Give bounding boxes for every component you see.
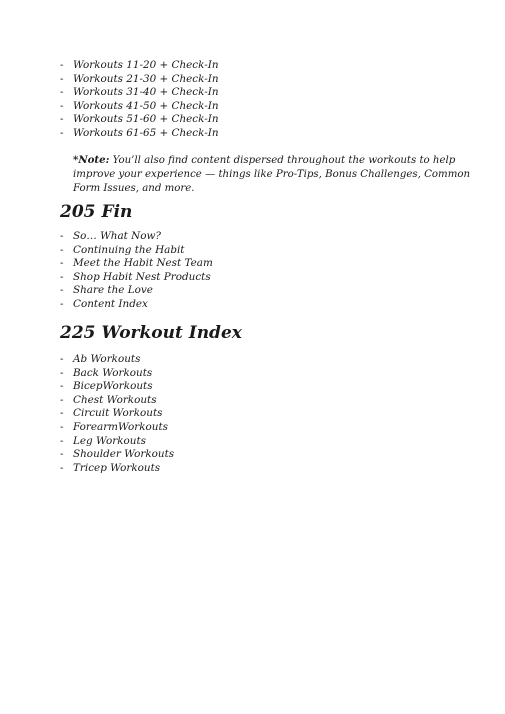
section-title: Workout Index	[101, 323, 242, 343]
bullet-dash: -	[60, 420, 64, 433]
bullet-dash: -	[60, 126, 64, 139]
note-text: You’ll also find content dispersed throughout the workouts to help improve your experience — things like Pro-Tips, Bonus Challenges, Common Form Issues, and more.	[73, 155, 471, 194]
bullet-dash: -	[60, 407, 64, 420]
section-heading-workout-index	[60, 322, 242, 344]
list-item-text: Ab Workouts	[73, 353, 141, 365]
section-heading-fin	[60, 201, 132, 223]
note-paragraph	[73, 153, 473, 196]
bullet-dash: -	[60, 243, 64, 256]
section-page-number: 205	[60, 202, 96, 222]
bullet-dash: -	[60, 366, 64, 379]
list-item-text: Share the Love	[73, 284, 153, 297]
list-item-text: Workouts 41-50 + Check-In	[73, 99, 219, 112]
list-item-text: Workouts 61-65 + Check-In	[73, 126, 219, 139]
note-label: *Note:	[73, 154, 110, 166]
bullet-dash: -	[60, 72, 64, 85]
bullet-dash: -	[60, 284, 64, 297]
list-item-text: Chest Workouts	[73, 393, 157, 406]
bullet-dash: -	[60, 257, 64, 270]
list-item-text: Back Workouts	[73, 366, 153, 379]
list-item-text: Workouts 51-60 + Check-In	[73, 113, 219, 126]
bullet-dash: -	[60, 434, 64, 447]
list-item-text: Workouts 21-30 + Check-In	[73, 72, 219, 85]
list-item-text: ForearmWorkouts	[73, 420, 168, 433]
bullet-dash: -	[60, 380, 64, 393]
bullet-dash: -	[60, 270, 64, 283]
list-item-text: Workouts 31-40 + Check-In	[73, 86, 219, 99]
bullet-dash: -	[60, 59, 64, 71]
section-title: Fin	[101, 202, 133, 222]
bullet-dash: -	[60, 461, 64, 474]
section-page-number: 225	[60, 323, 96, 343]
bullet-dash: -	[60, 353, 64, 365]
list-item-text: Continuing the Habit	[73, 243, 185, 256]
bullet-dash: -	[60, 113, 64, 126]
list-item-text: Content Index	[73, 297, 148, 310]
list-item-text: Tricep Workouts	[73, 461, 161, 474]
list-item-text: Workouts 11-20 + Check-In	[73, 59, 219, 71]
bullet-dash: -	[60, 99, 64, 112]
bullet-dash: -	[60, 448, 64, 461]
list-item-text: BicepWorkouts	[73, 380, 153, 393]
list-item-text: Meet the Habit Nest Team	[73, 257, 213, 270]
list-item-text: Circuit Workouts	[73, 407, 163, 420]
list-item-text: Shoulder Workouts	[73, 448, 175, 461]
bullet-dash: -	[60, 86, 64, 99]
bullet-dash: -	[60, 297, 64, 310]
list-item-text: Shop Habit Nest Products	[73, 270, 211, 283]
bullet-dash: -	[60, 393, 64, 406]
list-item-text: So… What Now?	[73, 230, 161, 242]
bullet-dash: -	[60, 230, 64, 242]
list-item-text: Leg Workouts	[73, 434, 146, 447]
